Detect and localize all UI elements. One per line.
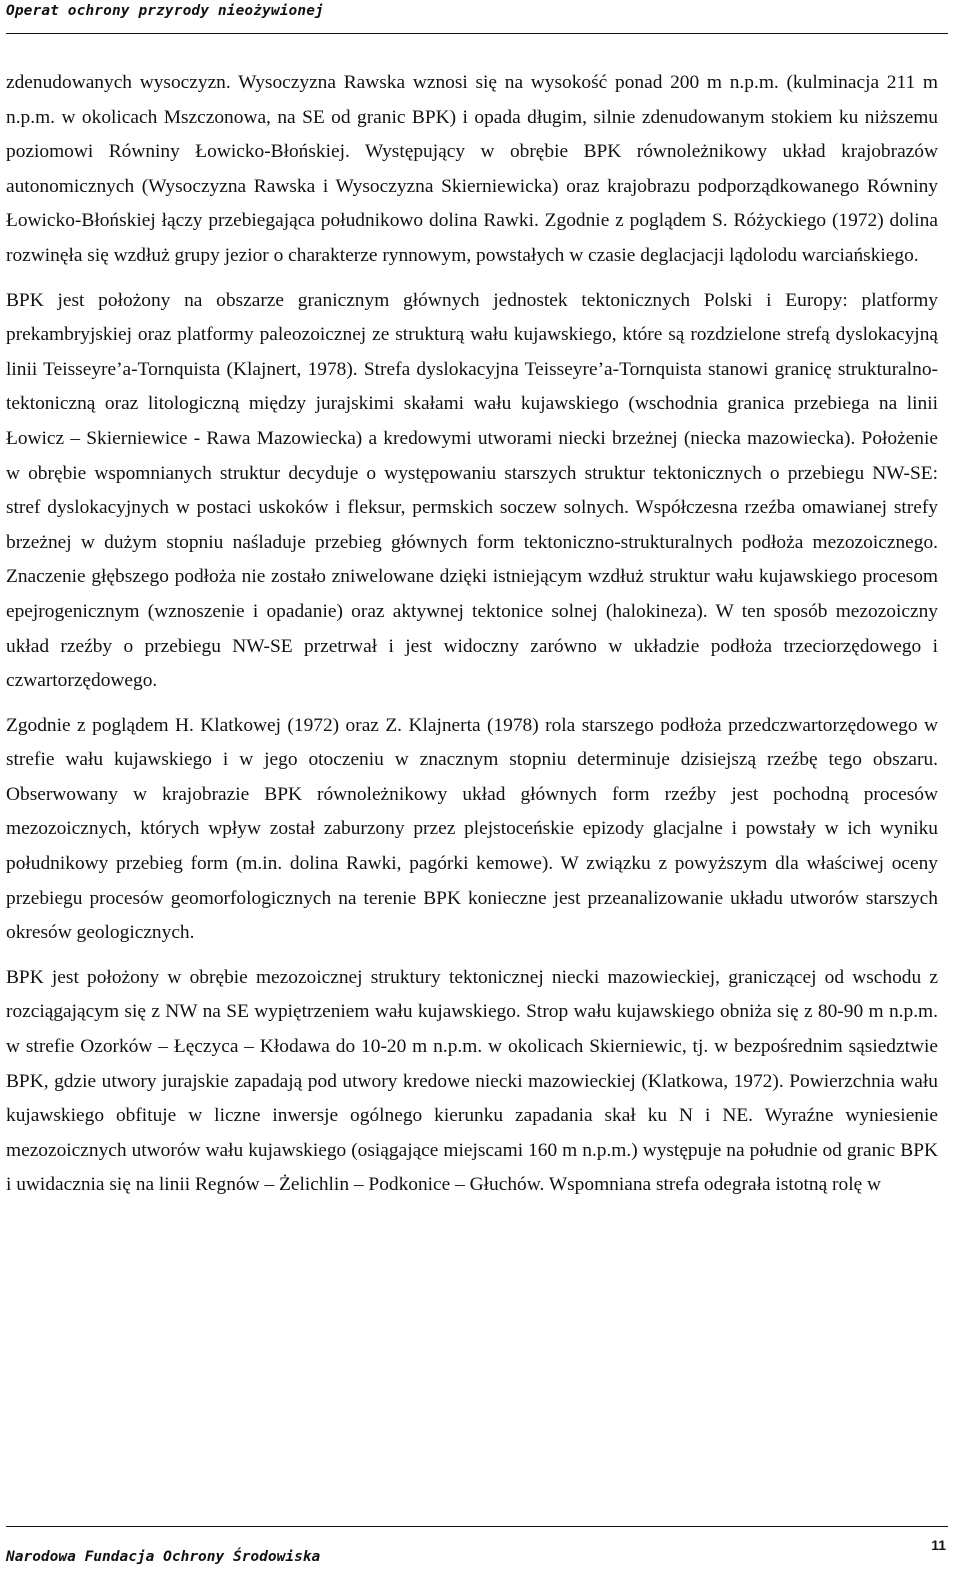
page-header	[6, 0, 946, 36]
document-body	[6, 66, 938, 1203]
paragraph-2: BPK jest położony na obszarze granicznym głównych jednostek tektonicznych Polski i Europy: platformy prekambryjskiej oraz platformy paleozoicznej ze strukturą wału kujawskiego, które są rozdzielone strefą dyslokacyjną linii Teisseyre’a-Tornquista (Klajnert, 1978). Strefa dyslokacyjna Teisseyre’a-Tornquista stanowi granicę strukturalno-tektoniczną oraz litologiczną między jurajskimi skałami wału kujawskiego (wschodnia granica przebiega na linii Łowicz – Skierniewice - Rawa Mazowiecka) a kredowymi utworami niecki brzeżnej (niecka mazowiecka). Położenie w obrębie wspomnianych struktur decyduje o występowaniu starszych struktur tektonicznych o przebiegu NW-SE: stref dyslokacyjnych w postaci uskoków i fleksur, permskich soczew solnych. Współczesna rzeźba omawianej strefy brzeżnej w dużym stopniu naśladuje przebieg głównych form tektoniczno-strukturalnych podłoża mezozoicznego. Znaczenie głębszego podłoża nie zostało zniwelowane dzięki istniejącym wzdłuż struktur wału kujawskiego procesom epejrogenicznym (wznoszenie i opadanie) oraz aktywnej tektonice solnej (halokineza). W ten sposób mezozoiczny układ rzeźby o przebiegu NW-SE przetrwał i jest widoczny zarówno w układzie podłoża trzeciorzędowego i czwartorzędowego.	[6, 289, 938, 692]
paragraph-3: Zgodnie z poglądem H. Klatkowej (1972) oraz Z. Klajnerta (1978) rola starszego podłoża przedczwartorzędowego w strefie wału kujawskiego i w jego otoczeniu w znacznym stopniu determinuje dzisiejszą rzeźbę tego obszaru. Obserwowany w krajobrazie BPK równoleżnikowy układ głównych form rzeźby jest pochodną procesów mezozoicznych, których wpływ został zaburzony przez plejstoceńskie epizody glacjalne i powstały w ich wyniku południkowy przebieg form (m.in. dolina Rawki, pagórki kemowe). W związku z powyższym dla właściwej oceny przebiegu procesów geomorfologicznych na terenie BPK konieczne jest przeanalizowanie układu utworów starszych okresów geologicznych.	[6, 714, 938, 944]
header-divider	[6, 33, 948, 34]
paragraph-4: BPK jest położony w obrębie mezozoicznej struktury tektonicznej niecki mazowieckiej, graniczącej od wschodu z rozciągającym się z NW na SE wypiętrzeniem wału kujawskiego. Strop wału kujawskiego obniża się z 80-90 m n.p.m. w strefie Ozorków – Łęczyca – Kłodawa do 10-20 m n.p.m. w okolicach Skierniewic, tj. w bezpośrednim sąsiedztwie BPK, gdzie utwory jurajskie zapadają pod utwory kredowe niecki mazowieckiej (Klatkowa, 1972). Powierzchnia wału kujawskiego obfituje w liczne inwersje ogólnego kierunku zapadania skał ku N i NE. Wyraźne wyniesienie mezozoicznych utworów wału kujawskiego (osiągające miejscami 160 m n.p.m.) występuje na południe od granic BPK i uwidacznia się na linii Regnów – Żelichlin – Podkonice – Głuchów. Wspomniana strefa odegrała istotną rolę w	[6, 966, 938, 1196]
paragraph-1: zdenudowanych wysoczyzn. Wysoczyzna Rawska wznosi się na wysokość ponad 200 m n.p.m. (kulminacja 211 m n.p.m. w okolicach Mszczonowa, na SE od granic BPK) i opada długim, silnie zdenudowanym stokiem ku niższemu poziomowi Równiny Łowicko-Błońskiej. Występujący w obrębie BPK równoleżnikowy układ krajobrazów autonomicznych (Wysoczyzna Rawska i Wysoczyzna Skierniewicka) oraz krajobrazu podporządkowanego Równiny Łowicko-Błońskiej łączy przebiegająca południkowo dolina Rawki. Zgodnie z poglądem S. Różyckiego (1972) dolina rozwinęła się wzdłuż grupy jezior o charakterze rynnowym, powstałych w czasie deglacjacji lądolodu warciańskiego.	[6, 72, 938, 266]
page-number: 11	[931, 1537, 946, 1553]
page-footer	[6, 1498, 950, 1578]
document-title: Operat ochrony przyrody nieożywionej	[6, 3, 324, 19]
footer-organization: Narodowa Fundacja Ochrony Środowiska	[6, 1549, 321, 1565]
footer-divider	[6, 1526, 948, 1527]
